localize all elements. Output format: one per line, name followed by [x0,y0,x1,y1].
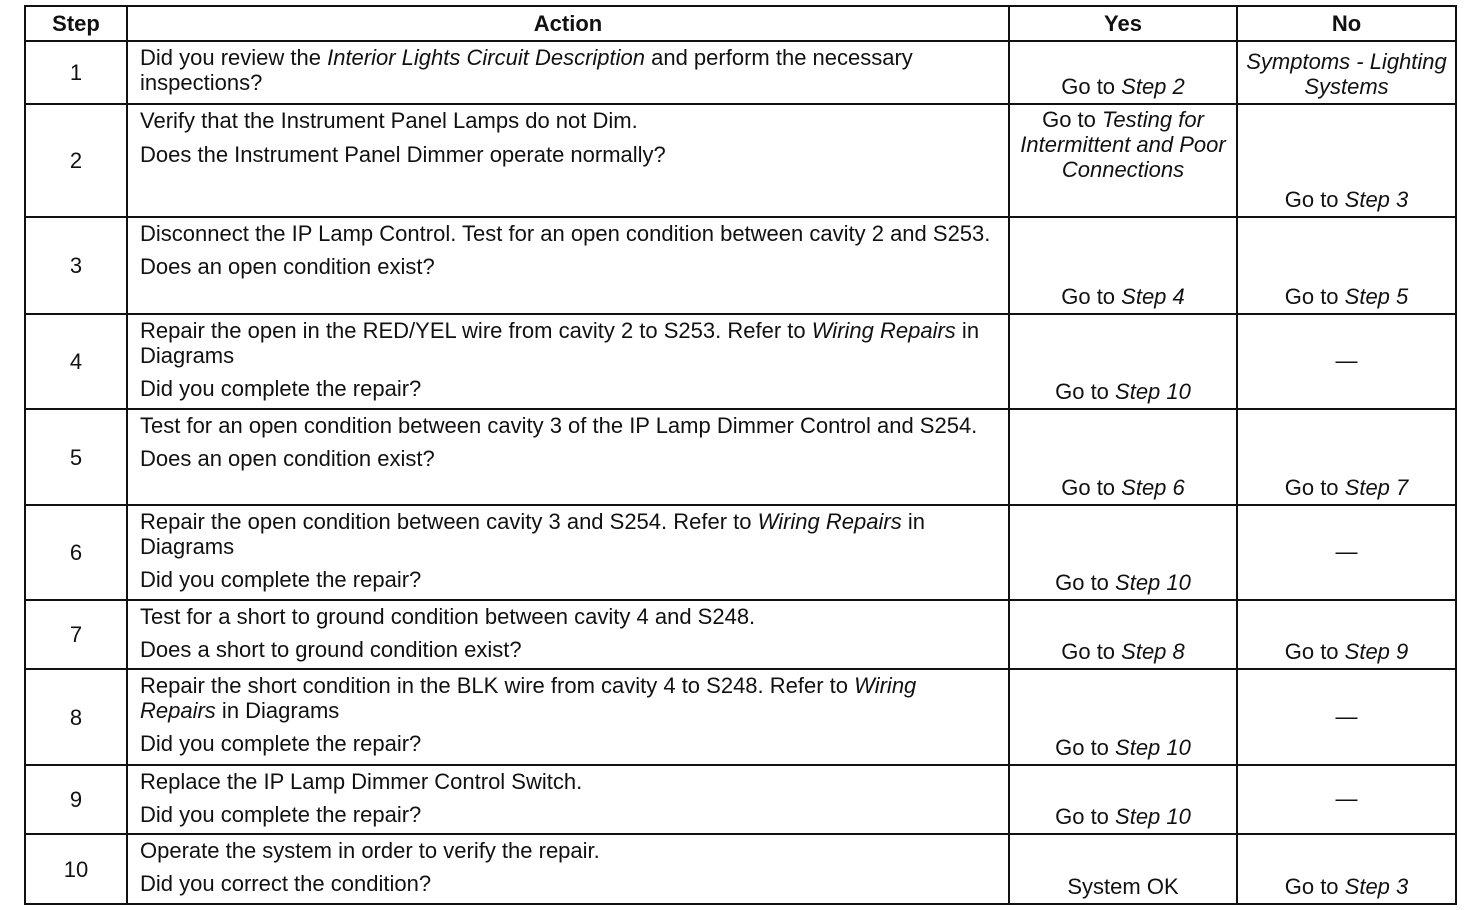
no-cell: Go to Step 3 [1237,834,1456,904]
step-number: 7 [25,600,127,669]
yes-cell: Go to Step 6 [1009,409,1237,505]
step-number: 9 [25,765,127,834]
action-question: Does an open condition exist? [140,446,435,471]
action-cell [127,41,1009,104]
table-row [25,669,1456,765]
table-row [25,505,1456,600]
header-step: Step [25,6,127,41]
action-question: Does a short to ground condition exist? [140,637,522,662]
step-number: 4 [25,314,127,409]
step-number: 2 [25,104,127,217]
action-question: Did you complete the repair? [140,802,422,827]
action-cell [127,765,1009,834]
yes-cell: Go to Step 10 [1009,669,1237,765]
action-question: Did you complete the repair? [140,731,422,756]
step-number: 1 [25,41,127,104]
action-text: Test for a short to ground condition between cavity 4 and S248. [140,604,756,629]
action-cell [127,669,1009,765]
yes-cell: Go to Step 2 [1009,41,1237,104]
action-question: Did you correct the condition? [140,871,432,896]
action-cell [127,104,1009,217]
step-number: 10 [25,834,127,904]
action-text: Replace the IP Lamp Dimmer Control Switch. [140,769,583,794]
diagnostic-table [24,5,1457,905]
no-cell: — [1237,314,1456,409]
no-cell: Symptoms - Lighting Systems [1237,41,1456,104]
step-number: 8 [25,669,127,765]
action-cell [127,600,1009,669]
table-row [25,104,1456,217]
action-text: Repair the open in the RED/YEL wire from cavity 2 to S253. Refer to Wiring Repairs in Diagrams [140,318,980,368]
action-text: Repair the short condition in the BLK wire from cavity 4 to S248. Refer to Wiring Repairs in Diagrams [140,673,917,723]
table-row [25,834,1456,904]
action-question: Does an open condition exist? [140,254,435,279]
action-cell [127,409,1009,505]
yes-cell: Go to Step 4 [1009,217,1237,314]
yes-cell: Go to Step 10 [1009,314,1237,409]
no-cell: Go to Step 5 [1237,217,1456,314]
table-row [25,314,1456,409]
yes-cell: Go to Step 10 [1009,765,1237,834]
action-cell [127,834,1009,904]
table-row [25,41,1456,104]
yes-cell: Go to Step 10 [1009,505,1237,600]
step-number: 6 [25,505,127,600]
no-cell: Go to Step 3 [1237,104,1456,217]
yes-cell: System OK [1009,834,1237,904]
header-row [25,6,1456,41]
table-row [25,765,1456,834]
action-text: Did you review the Interior Lights Circuit Description and perform the necessary inspections? [140,45,913,95]
action-text: Repair the open condition between cavity 3 and S254. Refer to Wiring Repairs in Diagrams [140,509,925,559]
header-action: Action [127,6,1009,41]
header-yes: Yes [1009,6,1237,41]
table-row [25,600,1456,669]
action-cell [127,505,1009,600]
no-cell: Go to Step 7 [1237,409,1456,505]
table-row [25,409,1456,505]
action-text: Verify that the Instrument Panel Lamps do not Dim. [140,108,638,133]
action-text: Operate the system in order to verify the repair. [140,838,600,863]
no-cell: Go to Step 9 [1237,600,1456,669]
action-cell [127,314,1009,409]
action-question: Did you complete the repair? [140,376,422,401]
action-cell [127,217,1009,314]
yes-cell: Go to Step 8 [1009,600,1237,669]
no-cell: — [1237,669,1456,765]
action-question: Does the Instrument Panel Dimmer operate normally? [140,142,666,167]
step-number: 3 [25,217,127,314]
table-row [25,217,1456,314]
action-text: Test for an open condition between cavity 3 of the IP Lamp Dimmer Control and S254. [140,413,978,438]
header-no: No [1237,6,1456,41]
yes-cell: Go to Testing for Intermittent and Poor Connections [1009,104,1237,217]
action-text: Disconnect the IP Lamp Control. Test for an open condition between cavity 2 and S253. [140,221,991,246]
no-cell: — [1237,505,1456,600]
action-question: Did you complete the repair? [140,567,422,592]
step-number: 5 [25,409,127,505]
no-cell: — [1237,765,1456,834]
